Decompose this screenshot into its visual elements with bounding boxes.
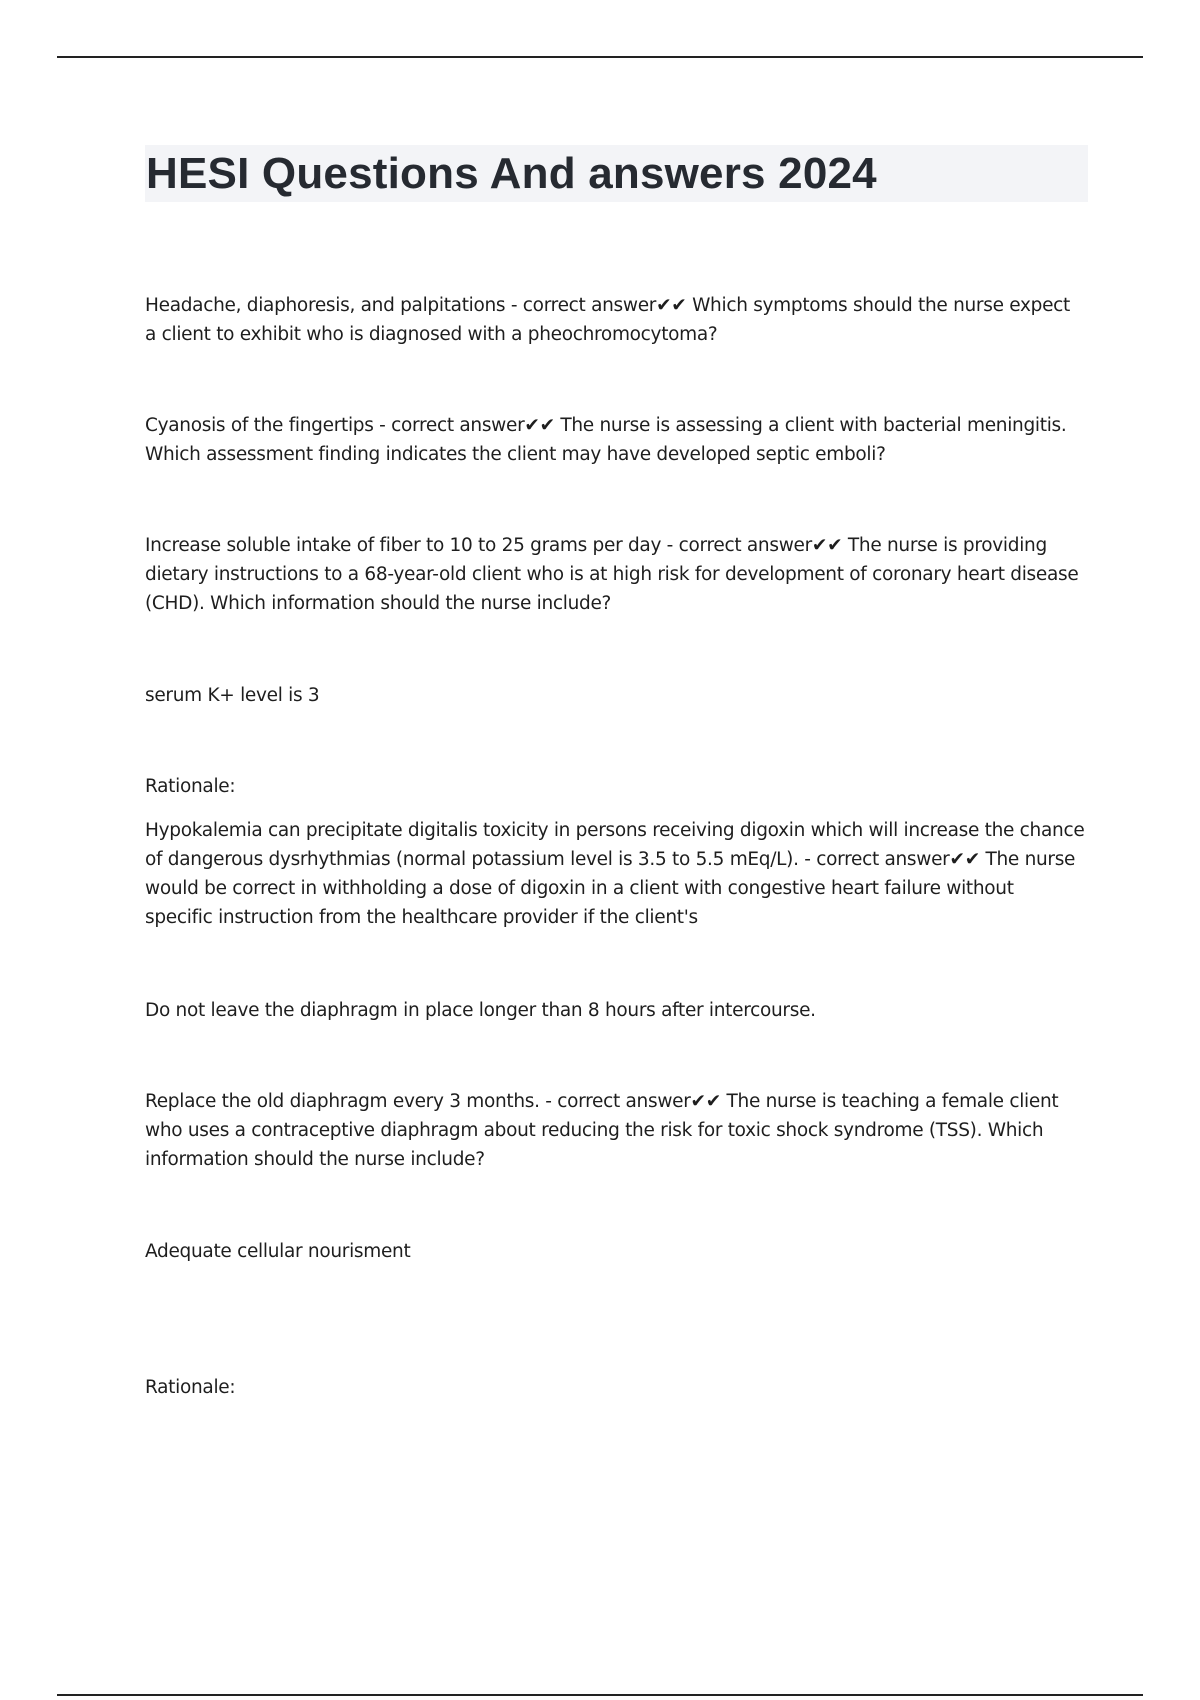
text-line: Adequate cellular nourisment (145, 1241, 411, 1262)
text-line: Rationale: (145, 776, 236, 797)
text-line: Increase soluble intake of fiber to 10 to 25 grams per day - correct answer✔✔ The nurse is providing (145, 535, 1047, 556)
text-line: of dangerous dysrhythmias (normal potassium level is 3.5 to 5.5 mEq/L). - correct answer✔✔ The nurse (145, 849, 1076, 870)
paragraph-rationale-label-2 (145, 1373, 1095, 1402)
text-line: Headache, diaphoresis, and palpitations - correct answer✔✔ Which symptoms should the nurse expect (145, 295, 1070, 316)
paragraph-pheochromocytoma (145, 291, 1095, 349)
text-line: Cyanosis of the fingertips - correct answer✔✔ The nurse is assessing a client with bacterial meningitis. (145, 415, 1067, 436)
text-line: serum K+ level is 3 (145, 685, 320, 706)
text-line: Do not leave the diaphragm in place longer than 8 hours after intercourse. (145, 1000, 816, 1021)
paragraph-toxic-shock-syndrome (145, 1087, 1095, 1174)
document-title: HESI Questions And answers 2024 (146, 149, 877, 198)
bottom-rule (57, 1694, 1143, 1696)
top-rule (57, 56, 1143, 58)
text-line: Hypokalemia can precipitate digitalis toxicity in persons receiving digoxin which will increase the chance (145, 820, 1085, 841)
text-line: information should the nurse include? (145, 1149, 485, 1170)
text-line: (CHD). Which information should the nurse include? (145, 593, 612, 614)
paragraph-meningitis (145, 411, 1095, 469)
paragraph-hypokalemia (145, 816, 1095, 932)
text-line: Which assessment finding indicates the client may have developed septic emboli? (145, 444, 886, 465)
text-line: Rationale: (145, 1377, 236, 1398)
text-line: would be correct in withholding a dose of digoxin in a client with congestive heart failure without (145, 878, 1014, 899)
text-line: Replace the old diaphragm every 3 months. - correct answer✔✔ The nurse is teaching a female client (145, 1091, 1059, 1112)
text-line: dietary instructions to a 68-year-old client who is at high risk for development of coronary heart disease (145, 564, 1079, 585)
text-line: a client to exhibit who is diagnosed with a pheochromocytoma? (145, 324, 718, 345)
text-line: who uses a contraceptive diaphragm about reducing the risk for toxic shock syndrome (TSS). Which (145, 1120, 1044, 1141)
paragraph-cellular-nourishment (145, 1237, 1095, 1266)
paragraph-diaphragm-hours (145, 996, 1095, 1025)
paragraph-rationale-label (145, 772, 1095, 801)
paragraph-serum-potassium (145, 681, 1095, 710)
paragraph-coronary-heart-disease (145, 531, 1095, 618)
text-line: specific instruction from the healthcare provider if the client's (145, 907, 698, 928)
